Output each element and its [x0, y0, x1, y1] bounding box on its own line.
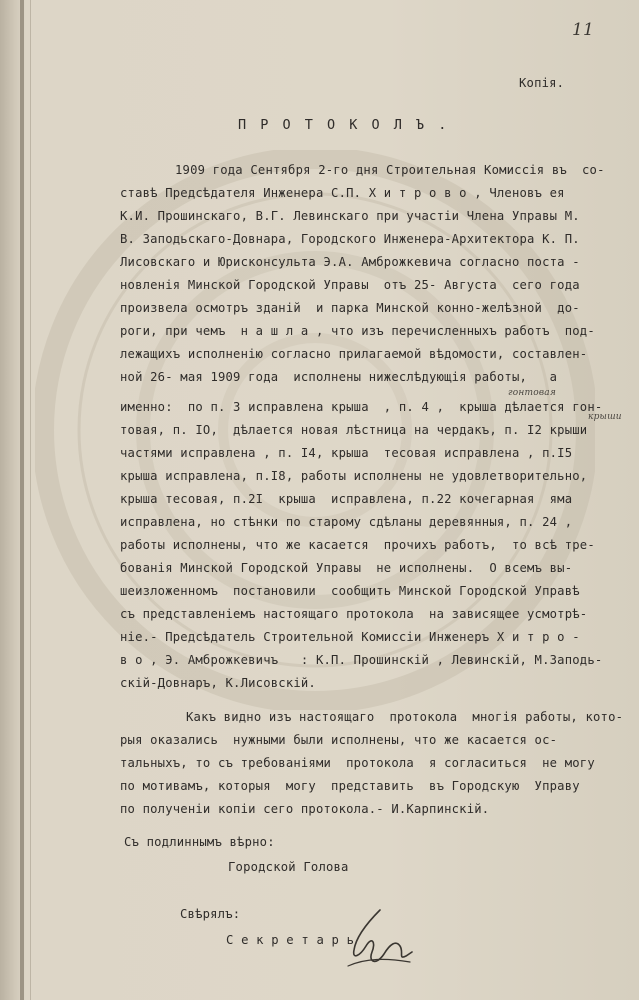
body-line: В. Заподьскаго-Довнара, Городского Инженера-Архитектора К. П.	[120, 232, 580, 246]
body-line: роги, при чемъ н а ш л а , что изъ перечисленныхъ работъ под-	[120, 324, 595, 338]
body-line: частями исправлена , п. I4, крыша тесовая исправлена , п.I5	[120, 446, 573, 460]
body-line: именно: по п. 3 исправлена крыша , п. 4 , крыша дѣлается гон-	[120, 400, 603, 414]
body-line: крыша исправлена, п.I8, работы исполнены не удовлетворительно,	[120, 469, 588, 483]
body-line: ставѣ Предсѣдателя Инженера С.П. Х и т р о в о , Членовъ ея	[120, 186, 565, 200]
body-line: бованія Минской Городской Управы не исполнены. О всемъ вы-	[120, 561, 573, 575]
secretary-title: С е к р е т а р ь	[226, 933, 355, 947]
body-line: работы исполнены, что же касается прочихъ работъ, то всѣ тре-	[120, 538, 595, 552]
body-line: в о , Э. Амброжкевичъ : К.П. Прошинскій , Левинскій, М.Заподь-	[120, 653, 603, 667]
body-line: К.И. Прошинскаго, В.Г. Левинскаго при участіи Члена Управы М.	[120, 209, 580, 223]
body-line: ніе.- Предсѣдатель Строительной Комиссіи Инженеръ Х и т р о -	[120, 630, 580, 644]
body-line: произвела осмотръ зданій и парка Минской конно-желѣзной до-	[120, 301, 580, 315]
dissent-line: по мотивамъ, которыя могу представить въ Городскую Управу	[120, 779, 580, 793]
dissent-line: тальныхъ, то съ требованіями протокола я согласиться не могу	[120, 756, 595, 770]
document-title: П Р О Т О К О Л Ъ .	[238, 117, 450, 133]
page-number: 11	[572, 20, 595, 40]
body-line: шеизложенномъ постановили сообщить Минской Городской Управѣ	[120, 584, 580, 598]
dissent-line: рыя оказались нужными были исполнены, что же касается ос-	[120, 733, 558, 747]
body-line: крыша тесовая, п.2I крыша исправлена, п.22 кочегарная яма	[120, 492, 573, 506]
body-line: лежащихъ исполненію согласно прилагаемой вѣдомости, составлен-	[120, 347, 588, 361]
secretary-signature	[346, 906, 414, 970]
body-line: исправлена, но стѣнки по старому сдѣланы деревянныя, п. 24 ,	[120, 515, 573, 529]
certified-note: Съ подлиннымъ вѣрно:	[124, 835, 275, 849]
copy-header: Копія.	[519, 76, 565, 90]
body-line: 1909 года Сентября 2-го дня Строительная Комиссія въ со-	[175, 163, 605, 177]
checked-note: Свѣрялъ:	[180, 907, 241, 921]
body-line: новленія Минской Городской Управы отъ 25- Августа сего года	[120, 278, 580, 292]
body-line: съ представленіемъ настоящаго протокола на зависящее усмотрѣ-	[120, 607, 588, 621]
body-line: товая, п. IO, дѣлается новая лѣстница на чердакъ, п. I2 крыши	[120, 423, 588, 437]
body-line: скій-Довнаръ, К.Лисовскій.	[120, 676, 316, 690]
handwritten-annotation: гонтовая	[508, 388, 557, 398]
body-line: ной 26- мая 1909 года исполнены нижеслѣдующія работы, а	[120, 370, 558, 384]
dissent-line: по полученіи копіи сего протокола.- И.Карпинскій.	[120, 802, 490, 816]
mayor-title: Городской Голова	[228, 860, 349, 874]
handwritten-annotation: крыши	[588, 412, 622, 422]
dissent-line: Какъ видно изъ настоящаго протокола многія работы, кото-	[186, 710, 624, 724]
body-line: Лисовскаго и Юрисконсульта Э.А. Амброжкевича согласно поста -	[120, 255, 580, 269]
